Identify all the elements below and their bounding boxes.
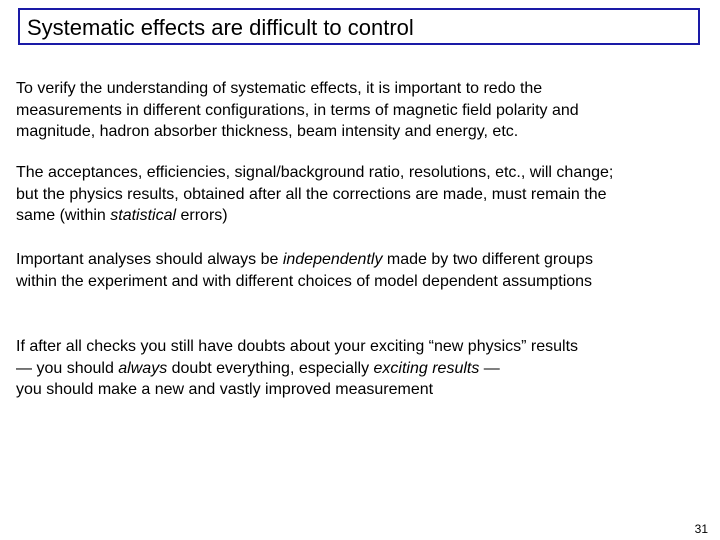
paragraph-line: If after all checks you still have doubts about your exciting “new physics” results xyxy=(16,338,579,355)
paragraph-line xyxy=(16,358,706,380)
slide-title-box xyxy=(18,8,700,45)
paragraph-line xyxy=(16,249,706,271)
paragraph-line xyxy=(16,205,706,227)
paragraph-line: measurements in different configurations, in terms of magnetic field polarity and xyxy=(16,101,579,119)
paragraph-line: you should make a new and vastly improved measurement xyxy=(16,381,434,398)
italic-text: exciting results xyxy=(373,359,480,377)
paragraph-line: but the physics results, obtained after all the corrections are made, must remain the xyxy=(16,185,607,203)
paragraph-verify-systematics xyxy=(16,78,706,143)
paragraph-line: To verify the understanding of systematic effects, it is important to redo the xyxy=(16,80,543,97)
page-number: 31 xyxy=(694,522,708,536)
italic-text: always xyxy=(118,359,168,377)
paragraph-line: within the experiment and with different choices of model dependent assumptions xyxy=(16,272,593,290)
text-run: same (within xyxy=(16,207,111,224)
text-run: doubt everything, especially xyxy=(167,359,374,377)
text-run: — you should xyxy=(16,359,119,377)
italic-text: statistical xyxy=(110,207,177,224)
paragraph-line: magnitude, hadron absorber thickness, beam intensity and energy, etc. xyxy=(16,123,519,140)
text-run: Important analyses should always be xyxy=(16,251,283,268)
text-run: — xyxy=(479,359,500,377)
italic-text: independently xyxy=(282,251,383,268)
slide-title: Systematic effects are difficult to control xyxy=(27,15,414,40)
paragraph-new-physics-doubts xyxy=(16,336,706,401)
paragraph-line: The acceptances, efficiencies, signal/background ratio, resolutions, etc., will change; xyxy=(16,164,614,181)
paragraph-results-unchanged xyxy=(16,162,706,227)
text-run: errors) xyxy=(176,207,228,224)
paragraph-independent-analyses xyxy=(16,249,706,292)
text-run: made by two different groups xyxy=(382,251,593,268)
